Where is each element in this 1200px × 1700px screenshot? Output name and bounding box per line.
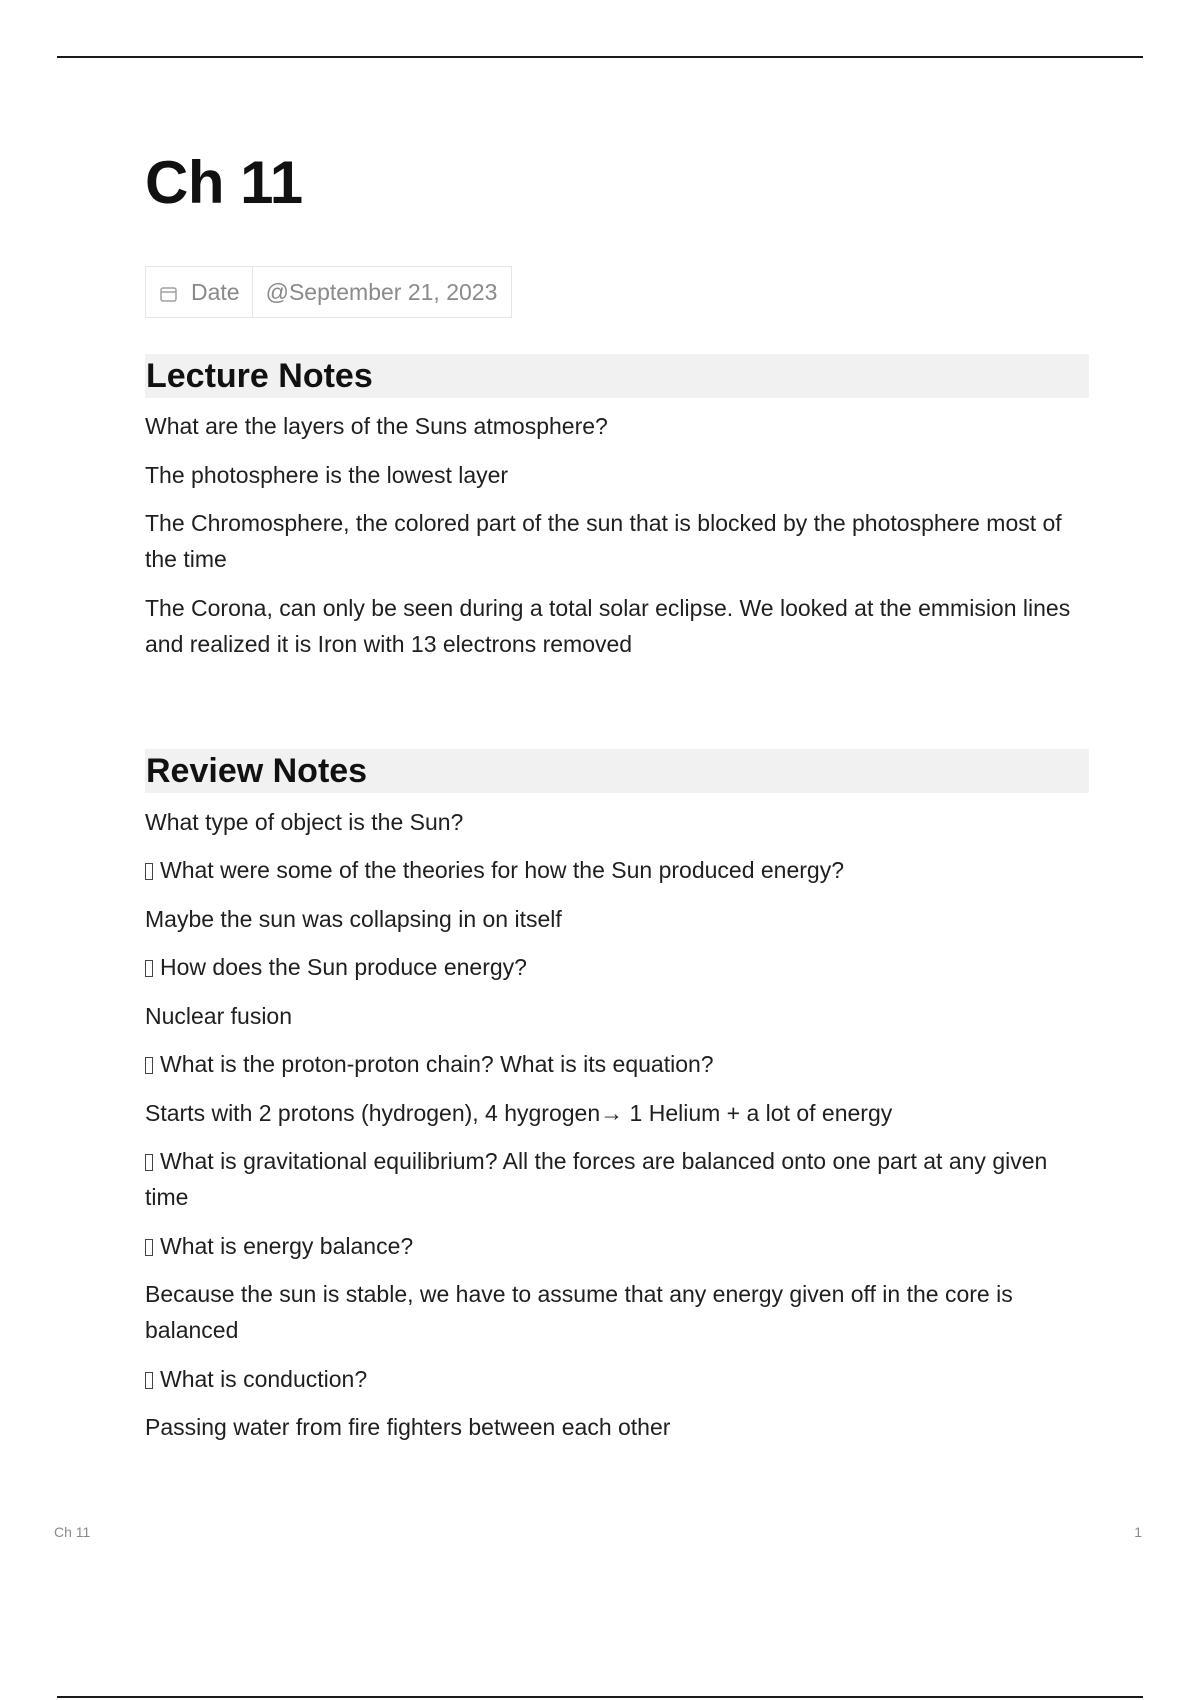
review-toggle-item[interactable]	[145, 852, 1089, 888]
review-paragraph: Maybe the sun was collapsing in on itself	[145, 906, 562, 932]
page-title: Ch 11	[145, 149, 303, 216]
lecture-paragraph: What are the layers of the Suns atmosphere?	[145, 413, 608, 439]
footer-doc-title: Ch 11	[54, 1524, 91, 1540]
lecture-paragraph: The Corona, can only be seen during a total solar eclipse. We looked at the emmision lines and realized it is Iron with 13 electrons removed	[145, 595, 1071, 657]
toggle-text: What is gravitational equilibrium? All the forces are balanced onto one part at any given time	[145, 1148, 1048, 1210]
toggle-text: What is energy balance?	[160, 1233, 414, 1259]
toggle-text: What is the proton-proton chain? What is its equation?	[160, 1051, 714, 1077]
toggle-icon[interactable]	[145, 1372, 153, 1389]
date-value[interactable]: @September 21, 2023	[265, 278, 498, 305]
toggle-text: What were some of the theories for how the Sun produced energy?	[160, 857, 845, 883]
footer-page-number: 1	[1134, 1524, 1142, 1540]
toggle-text: How does the Sun produce energy?	[160, 954, 527, 980]
toggle-text: What is conduction?	[160, 1366, 368, 1392]
toggle-icon[interactable]	[145, 1057, 153, 1074]
toggle-icon[interactable]	[145, 1154, 153, 1171]
review-toggle-item[interactable]	[145, 1361, 1089, 1397]
toggle-icon[interactable]	[145, 960, 153, 977]
review-paragraph: Passing water from fire fighters between each other	[145, 1414, 671, 1440]
review-toggle-item[interactable]	[145, 1143, 1089, 1215]
lecture-paragraph: The Chromosphere, the colored part of the sun that is blocked by the photosphere most of the time	[145, 510, 1062, 572]
review-notes-heading: Review Notes	[145, 749, 1089, 793]
date-property-name	[146, 267, 253, 317]
review-paragraph: Starts with 2 protons (hydrogen), 4 hygrogen→ 1 Helium + a lot of energy	[145, 1100, 893, 1126]
lecture-paragraph: The photosphere is the lowest layer	[145, 462, 509, 488]
toggle-icon[interactable]	[145, 1239, 153, 1256]
date-label: Date	[191, 278, 240, 305]
review-paragraph: What type of object is the Sun?	[145, 809, 464, 835]
top-rule	[57, 56, 1143, 58]
toggle-icon[interactable]	[145, 863, 153, 880]
review-paragraph: Because the sun is stable, we have to assume that any energy given off in the core is balanced	[145, 1281, 1013, 1343]
review-toggle-item[interactable]	[145, 1046, 1089, 1082]
calendar-icon	[160, 286, 177, 302]
review-toggle-item[interactable]	[145, 949, 1089, 985]
bottom-rule	[57, 1696, 1143, 1698]
date-property	[145, 266, 512, 318]
review-toggle-item[interactable]	[145, 1228, 1089, 1264]
review-paragraph: Nuclear fusion	[145, 1003, 293, 1029]
lecture-notes-heading: Lecture Notes	[145, 354, 1089, 398]
